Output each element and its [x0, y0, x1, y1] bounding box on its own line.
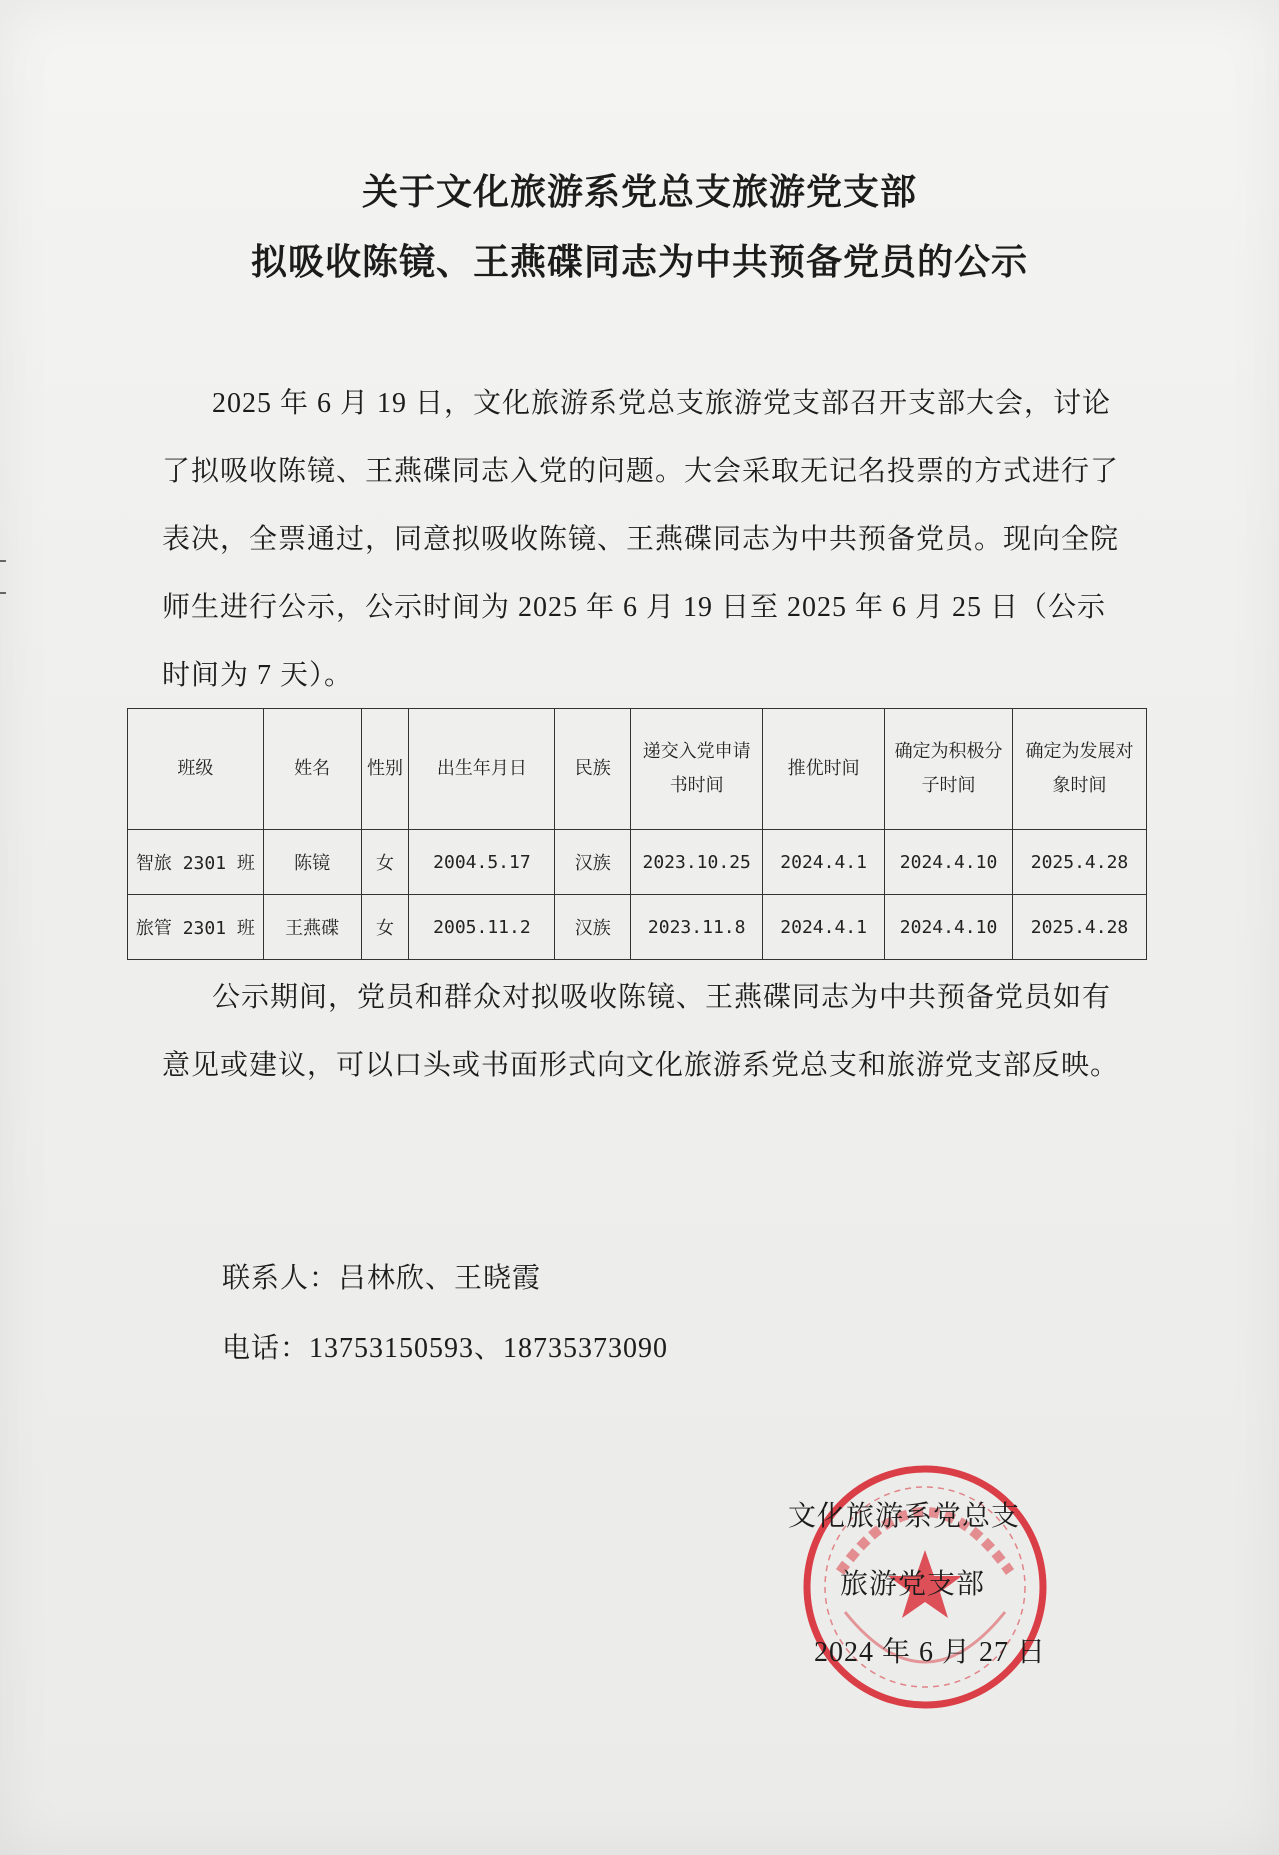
table-row	[128, 895, 1147, 960]
cell-name: 陈镜	[263, 830, 361, 895]
cell-activist-date: 2024.4.10	[885, 830, 1013, 895]
header-recommendation-date: 推优时间	[763, 709, 885, 830]
cell-birthdate: 2004.5.17	[409, 830, 555, 895]
cell-recommendation-date: 2024.4.1	[763, 830, 885, 895]
announcement-paragraph-text: 2025 年 6 月 19 日，文化旅游系党总支旅游党支部召开支部大会，讨论了拟吸收陈镜、王燕碟同志入党的问题。大会采取无记名投票的方式进行了表决，全票通过，同意拟吸收陈镜、王燕碟同志为中共预备党员。现向全院师生进行公示，公示时间为 2025 年 6 月 19 日至 2025 年 6 月 25 日（公示时间为 7 天）。	[162, 388, 1120, 691]
cell-gender: 女	[361, 830, 409, 895]
document-title-line-1: 关于文化旅游系党总支旅游党支部	[361, 171, 917, 213]
cell-application-date: 2023.10.25	[631, 830, 763, 895]
candidate-table	[127, 708, 1147, 960]
cell-ethnicity: 汉族	[555, 830, 631, 895]
header-activist-date: 确定为积极分子时间	[885, 709, 1013, 830]
page-edge-mark	[0, 560, 6, 594]
header-class: 班级	[128, 709, 264, 830]
cell-recommendation-date: 2024.4.1	[763, 895, 885, 960]
document-title-line-2: 拟吸收陈镜、王燕碟同志为中共预备党员的公示	[250, 241, 1028, 283]
cell-development-date: 2025.4.28	[1013, 895, 1147, 960]
contact-person: 联系人：吕林欣、王晓霞	[222, 1263, 542, 1294]
cell-class: 旅管 2301 班	[128, 895, 264, 960]
cell-gender: 女	[361, 895, 409, 960]
cell-class: 智旅 2301 班	[128, 830, 264, 895]
signature-date: 2024 年 6 月 27 日	[814, 1637, 1047, 1668]
cell-activist-date: 2024.4.10	[885, 895, 1013, 960]
contact-phone: 电话：13753150593、18735373090	[222, 1333, 669, 1364]
signature-organization: 文化旅游系党总支	[788, 1501, 1021, 1532]
table-header-row	[128, 709, 1147, 830]
header-development-date: 确定为发展对象时间	[1013, 709, 1147, 830]
header-name: 姓名	[263, 709, 361, 830]
feedback-paragraph	[162, 964, 1122, 1100]
signature-branch: 旅游党支部	[840, 1569, 986, 1600]
header-ethnicity: 民族	[555, 709, 631, 830]
cell-ethnicity: 汉族	[555, 895, 631, 960]
cell-birthdate: 2005.11.2	[409, 895, 555, 960]
announcement-paragraph	[162, 370, 1122, 710]
feedback-paragraph-text: 公示期间，党员和群众对拟吸收陈镜、王燕碟同志为中共预备党员如有意见或建议，可以口头或书面形式向文化旅游系党总支和旅游党支部反映。	[162, 982, 1120, 1081]
table-row	[128, 830, 1147, 895]
cell-application-date: 2023.11.8	[631, 895, 763, 960]
header-gender: 性别	[361, 709, 409, 830]
header-birthdate: 出生年月日	[409, 709, 555, 830]
cell-name: 王燕碟	[263, 895, 361, 960]
header-application-date: 递交入党申请书时间	[631, 709, 763, 830]
cell-development-date: 2025.4.28	[1013, 830, 1147, 895]
